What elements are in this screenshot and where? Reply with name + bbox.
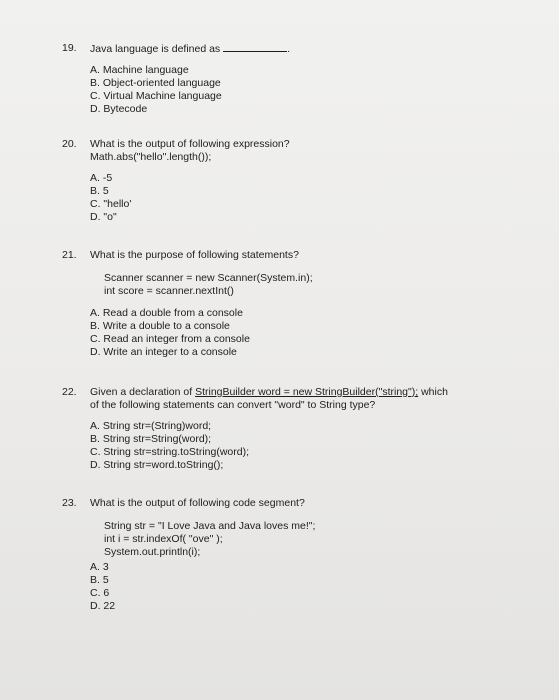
option-c: C. 6 [90, 587, 110, 599]
option-b: B. Write a double to a console [90, 320, 230, 332]
option-b: B. Object-oriented language [90, 77, 221, 89]
option-d: D. 22 [90, 600, 116, 612]
options-list [90, 172, 131, 224]
option-c: C. Read an integer from a console [90, 333, 250, 345]
option-a: A. String str=(String)word; [90, 420, 212, 432]
declaration-code: StringBuilder word = new StringBuilder("string"); [195, 386, 419, 398]
code-line: Scanner scanner = new Scanner(System.in); [104, 272, 313, 284]
option-d: D. Write an integer to a console [90, 346, 237, 358]
question-number: 21. [62, 249, 77, 261]
answer-blank [223, 42, 287, 52]
option-d: D. Bytecode [90, 103, 148, 115]
code-line: System.out.println(i); [104, 546, 201, 558]
option-d: D. String str=word.toString(); [90, 459, 224, 471]
options-list [90, 561, 115, 613]
question-stem: What is the purpose of following statements? [90, 249, 299, 261]
question-expression: Math.abs("hello".length()); [90, 151, 212, 163]
options-list [90, 420, 249, 472]
code-line: String str = "I Love Java and Java loves me!"; [104, 520, 316, 532]
question-sheet: 19. Java language is defined as . A. Machine language B. Object-oriented language C. Virtual Machine language D. Bytecode 20. What is the output of following expression? Math.abs("hello".length()); A. -5 B. 5 C. "hello' D. "o" 21. What is the purpose of following statements? Scanner scanner = new Scanner(System.in); int score = scanner.nextInt() A. Read a double from a console B. Write a double to a console C. Read an integer from a console D. Write an integer to a console 22. Given a declaration of StringBuilder word = new StringBuilder("string"); which of the following statements can convert "word" to String type? A. String str=(String)word; B. String str=String(word); C. String str=string.toString(word); D. String str=word.toString(); 23. What is the output of following code segment? String str = "I Love Java and Java loves me!"; int i = str.indexOf( "ove" ); System.out.println(i); A. 3 B. 5 C. 6 D. 22 [0, 0, 559, 700]
question-number: 22. [62, 386, 77, 398]
question-number: 19. [62, 42, 77, 54]
code-line: int score = scanner.nextInt() [104, 285, 234, 297]
question-number: 20. [62, 138, 77, 150]
options-list [90, 307, 250, 359]
options-list [90, 64, 222, 116]
code-line: int i = str.indexOf( "ove" ); [104, 533, 223, 545]
question-stem-line2: of the following statements can convert "word" to String type? [90, 399, 376, 411]
option-c: C. "hello' [90, 198, 132, 210]
question-stem: Given a declaration of StringBuilder word = new StringBuilder("string"); which [90, 386, 448, 398]
code-block [104, 520, 315, 559]
code-block [104, 272, 313, 298]
option-d: D. "o" [90, 211, 117, 223]
option-a: A. Machine language [90, 64, 189, 76]
option-a: A. -5 [90, 172, 113, 184]
question-number: 23. [62, 497, 77, 509]
option-b: B. 5 [90, 574, 109, 586]
option-b: B. String str=String(word); [90, 433, 212, 445]
option-a: A. Read a double from a console [90, 307, 243, 319]
option-c: C. String str=string.toString(word); [90, 446, 250, 458]
question-stem: What is the output of following expression? [90, 138, 290, 150]
option-c: C. Virtual Machine language [90, 90, 222, 102]
option-b: B. 5 [90, 185, 109, 197]
question-stem: What is the output of following code segment? [90, 497, 305, 509]
question-stem: Java language is defined as [90, 43, 221, 55]
option-a: A. 3 [90, 561, 109, 573]
